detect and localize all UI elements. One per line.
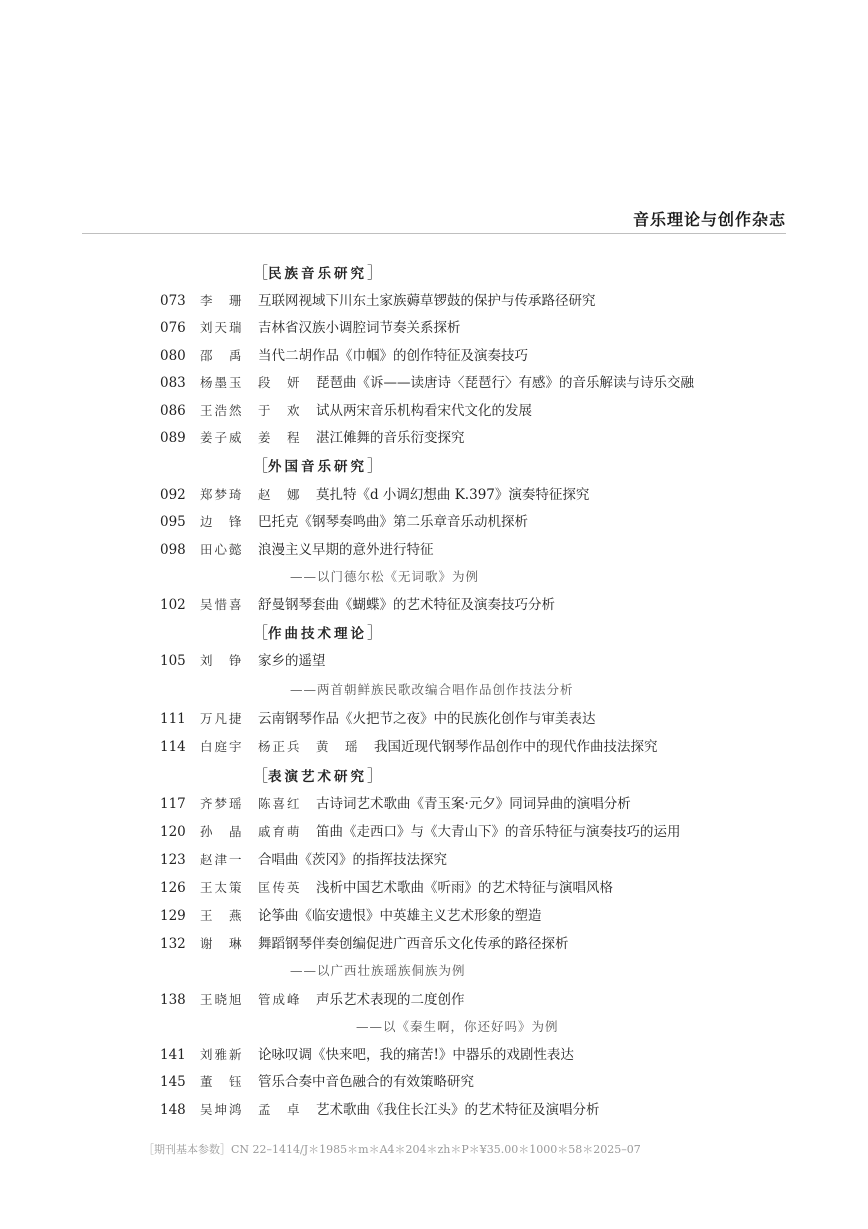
page-number: 073 <box>160 293 186 309</box>
author-name: 姜子威 <box>200 430 244 445</box>
section-heading <box>252 454 383 478</box>
page-number: 117 <box>160 796 186 812</box>
section-label: 民族音乐研究 <box>268 266 368 282</box>
author-name: 段 妍 <box>258 375 302 390</box>
bracket-left: ［ <box>252 766 269 785</box>
toc-entry[interactable] <box>0 399 868 423</box>
page-number: 120 <box>160 824 186 840</box>
toc-entry[interactable] <box>0 1098 868 1122</box>
article-title: 舒曼钢琴套曲《蝴蝶》的艺术特征及演奏技巧分析 <box>258 597 555 613</box>
article-subtitle: ——以门德尔松《无词歌》为例 <box>290 569 480 584</box>
bracket-right: ］ <box>367 456 384 475</box>
article-title: 浪漫主义早期的意外进行特征 <box>258 542 434 558</box>
bracket-right: ］ <box>367 263 384 282</box>
author-name: 戚育萌 <box>258 824 302 839</box>
article-title: 论咏叹调《快来吧，我的痛苦!》中器乐的戏剧性表达 <box>258 1047 574 1063</box>
page-number: 089 <box>160 430 186 446</box>
article-title: 论筝曲《临安遗恨》中英雄主义艺术形象的塑造 <box>258 908 542 924</box>
author-name: 管成峰 <box>258 992 302 1007</box>
author-name: 刘天瑞 <box>200 320 244 335</box>
article-title: 我国近现代钢琴作品创作中的现代作曲技法探究 <box>374 739 658 755</box>
author-name: 吴惜喜 <box>200 597 244 612</box>
toc-entry[interactable] <box>0 538 868 562</box>
article-title: 浅析中国艺术歌曲《听雨》的艺术特征与演唱风格 <box>316 880 613 896</box>
toc-entry[interactable] <box>0 904 868 928</box>
bracket-left: ［ <box>252 623 269 642</box>
journal-title: 音乐理论与创作杂志 <box>632 210 786 229</box>
author-name: 王浩然 <box>200 403 244 418</box>
toc-entry[interactable] <box>0 792 868 816</box>
toc-entry[interactable] <box>0 426 868 450</box>
page-number: 126 <box>160 880 186 896</box>
toc-entry[interactable] <box>0 848 868 872</box>
article-subtitle: ——以《秦生啊，你还好吗》为例 <box>356 1019 559 1034</box>
toc-entry[interactable] <box>0 1070 868 1094</box>
page-number: 138 <box>160 992 186 1008</box>
article-title: 管乐合奏中音色融合的有效策略研究 <box>258 1074 474 1090</box>
toc-entry[interactable] <box>0 820 868 844</box>
journal-parameters: ［期刊基本参数］CN 22–1414/J＊1985＊m＊A4＊204＊zh＊P＊¥35.00＊1000＊58＊2025–07 <box>143 1143 641 1156</box>
page-number: 129 <box>160 908 186 924</box>
author-name: 白庭宇 <box>200 739 244 754</box>
author-name: 边 锋 <box>200 514 244 529</box>
article-title: 云南钢琴作品《火把节之夜》中的民族化创作与审美表达 <box>258 711 596 727</box>
article-title: 艺术歌曲《我住长江头》的艺术特征及演唱分析 <box>316 1102 600 1118</box>
toc-entry[interactable] <box>0 344 868 368</box>
page-number: 095 <box>160 514 186 530</box>
author-name: 王晓旭 <box>200 992 244 1007</box>
article-title: 试从两宋音乐机构看宋代文化的发展 <box>316 403 532 419</box>
toc-entry[interactable] <box>0 289 868 313</box>
author-name: 刘雅新 <box>200 1047 244 1062</box>
author-name: 孟 卓 <box>258 1102 302 1117</box>
article-title: 吉林省汉族小调腔词节奏关系探析 <box>258 320 461 336</box>
author-name: 邵 禹 <box>200 348 244 363</box>
bracket-right: ］ <box>367 766 384 785</box>
author-name: 王 燕 <box>200 908 244 923</box>
article-title: 家乡的遥望 <box>258 653 326 669</box>
article-title: 莫扎特《d 小调幻想曲 K.397》演奏特征探究 <box>316 487 590 503</box>
article-title: 巴托克《钢琴奏鸣曲》第二乐章音乐动机探析 <box>258 514 528 530</box>
author-name: 赵津一 <box>200 852 244 867</box>
author-name: 郑梦琦 <box>200 487 244 502</box>
page-number: 132 <box>160 936 186 952</box>
author-name: 陈喜红 <box>258 796 302 811</box>
page-number: 098 <box>160 542 186 558</box>
toc-entry[interactable] <box>0 371 868 395</box>
author-name: 王太策 <box>200 880 244 895</box>
author-name: 匡传英 <box>258 880 302 895</box>
article-title: 笛曲《走西口》与《大青山下》的音乐特征与演奏技巧的运用 <box>316 824 681 840</box>
bracket-right: ］ <box>367 623 384 642</box>
article-title: 当代二胡作品《巾帼》的创作特征及演奏技巧 <box>258 348 528 364</box>
author-name: 姜 程 <box>258 430 302 445</box>
section-heading <box>252 764 383 788</box>
page-number: 105 <box>160 653 186 669</box>
author-name: 赵 娜 <box>258 487 302 502</box>
bracket-left: ［ <box>252 456 269 475</box>
section-heading <box>252 621 383 645</box>
toc-entry[interactable] <box>0 735 868 759</box>
article-title: 琵琶曲《诉——读唐诗〈琵琶行〉有感》的音乐解读与诗乐交融 <box>316 375 694 391</box>
toc-entry[interactable] <box>0 649 868 673</box>
page-number: 123 <box>160 852 186 868</box>
page-number: 076 <box>160 320 186 336</box>
author-name: 李 珊 <box>200 293 244 308</box>
author-name: 齐梦瑶 <box>200 796 244 811</box>
page-number: 141 <box>160 1047 186 1063</box>
toc-entry[interactable] <box>0 593 868 617</box>
section-heading <box>252 261 383 285</box>
article-title: 合唱曲《茨冈》的指挥技法探究 <box>258 852 447 868</box>
page-number: 080 <box>160 348 186 364</box>
article-title: 湛江傩舞的音乐衍变探究 <box>316 430 465 446</box>
page-number: 086 <box>160 403 186 419</box>
article-title: 声乐艺术表现的二度创作 <box>316 992 465 1008</box>
page-number: 111 <box>160 711 186 727</box>
page-number: 083 <box>160 375 186 391</box>
author-name: 于 欢 <box>258 403 302 418</box>
author-name: 刘 铮 <box>200 653 244 668</box>
toc-entry[interactable] <box>0 988 868 1012</box>
author-name: 谢 琳 <box>200 936 244 951</box>
author-name: 杨墨玉 <box>200 375 244 390</box>
page-number: 114 <box>160 739 186 755</box>
article-subtitle: ——两首朝鲜族民歌改编合唱作品创作技法分析 <box>290 682 574 697</box>
section-label: 表演艺术研究 <box>268 769 368 785</box>
author-name: 董 钰 <box>200 1074 244 1089</box>
section-label: 作曲技术理论 <box>268 626 368 642</box>
author-name: 万凡捷 <box>200 711 244 726</box>
toc-entry[interactable] <box>0 876 868 900</box>
author-name: 黄 瑶 <box>316 739 360 754</box>
section-label: 外国音乐研究 <box>268 459 368 475</box>
author-name: 吴坤鸿 <box>200 1102 244 1117</box>
author-name: 杨正兵 <box>258 739 302 754</box>
page-number: 092 <box>160 487 186 503</box>
toc-entry[interactable] <box>0 707 868 731</box>
page-number: 148 <box>160 1102 186 1118</box>
bracket-left: ［ <box>252 263 269 282</box>
article-title: 舞蹈钢琴伴奏创编促进广西音乐文化传承的路径探析 <box>258 936 569 952</box>
article-title: 互联网视域下川东土家族薅草锣鼓的保护与传承路径研究 <box>258 293 596 309</box>
article-subtitle: ——以广西壮族瑶族侗族为例 <box>290 963 466 978</box>
toc-entry[interactable] <box>0 510 868 534</box>
article-title: 古诗词艺术歌曲《青玉案·元夕》同词异曲的演唱分析 <box>316 796 631 812</box>
author-name: 孙 晶 <box>200 824 244 839</box>
toc-entry[interactable] <box>0 932 868 956</box>
toc-entry[interactable] <box>0 1043 868 1067</box>
toc-entry[interactable] <box>0 483 868 507</box>
toc-entry[interactable] <box>0 316 868 340</box>
page-number: 102 <box>160 597 186 613</box>
author-name: 田心懿 <box>200 542 244 557</box>
page-number: 145 <box>160 1074 186 1090</box>
